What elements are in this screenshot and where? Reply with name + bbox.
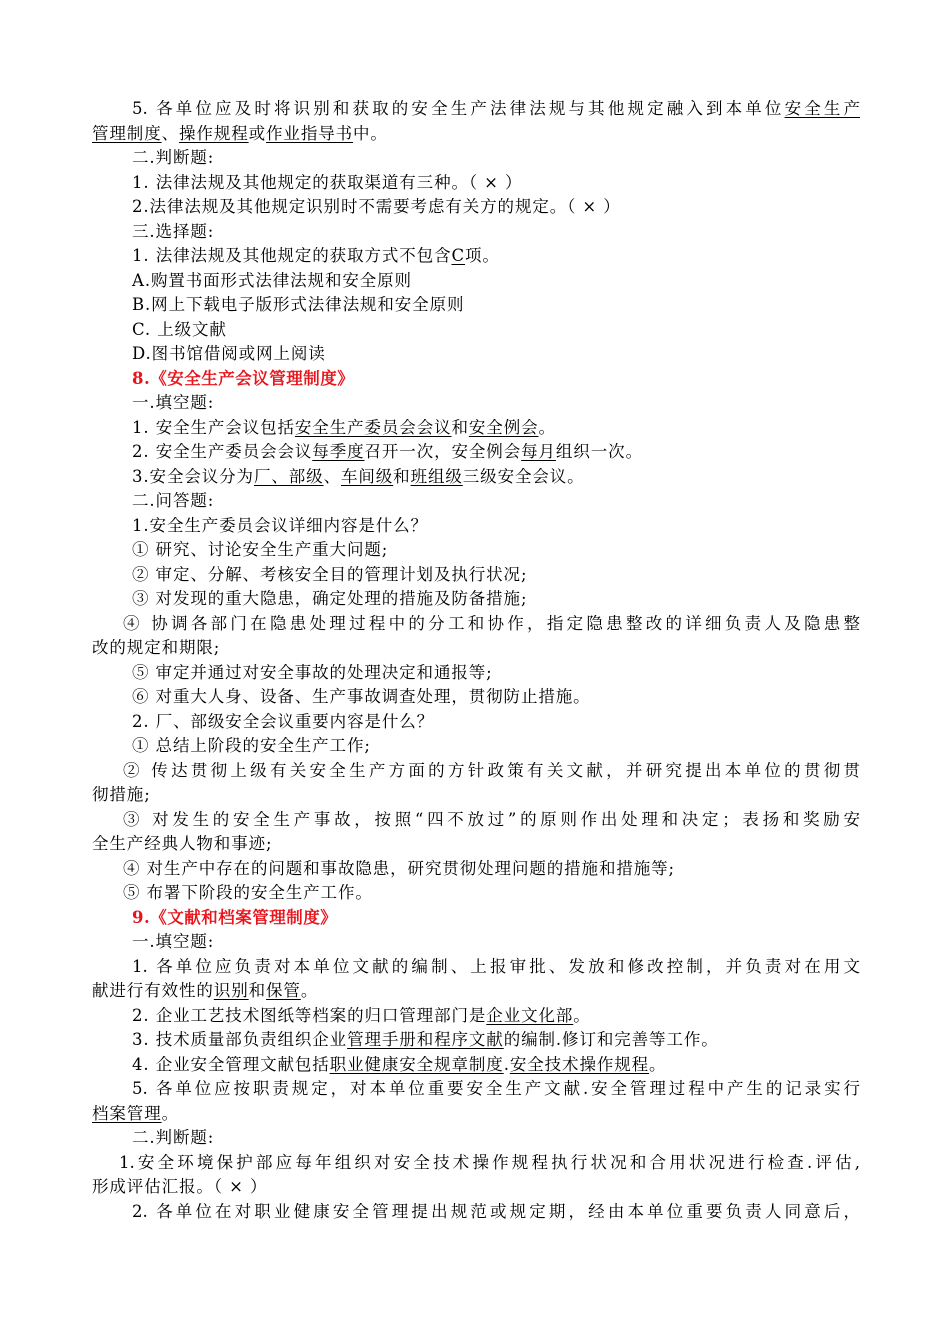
text-run: 1. 安全生产会议包括 — [132, 417, 295, 437]
text-run: ⑤ 审定并通过对安全事故的处理决定和通报等; — [132, 662, 493, 682]
underlined-answer: 每月 — [521, 442, 556, 461]
underlined-answer: 作业指导书 — [266, 123, 354, 143]
text-line — [92, 97, 860, 122]
text-run: 。 — [161, 1103, 180, 1123]
text-run: 2.法律法规及其他规定识别时不需要考虑有关方的规定。（ × ） — [132, 197, 621, 216]
text-run: 召开一次，安全例会 — [364, 442, 522, 461]
text-line — [92, 146, 860, 171]
text-run: C. 上级文献 — [132, 319, 227, 339]
underlined-answer: 管理制度 — [92, 123, 162, 143]
underlined-answer: C — [451, 246, 466, 265]
section-heading: 9.《文献和档案管理制度》 — [132, 907, 338, 927]
text-run: 3.安全会议分为 — [132, 466, 254, 486]
text-line — [92, 293, 860, 318]
text-line — [92, 220, 860, 245]
text-run: 。 — [538, 417, 556, 437]
text-run: A.购置书面形式法律法规和安全原则 — [132, 270, 412, 290]
text-line — [92, 1102, 860, 1127]
text-run: 全生产经典人物和事迹; — [92, 834, 273, 853]
underlined-answer: 车间级 — [340, 466, 394, 486]
text-run: 1. 法律法规及其他规定的获取方式不包含 — [132, 246, 452, 265]
text-run: 。 — [573, 1005, 591, 1025]
text-run: 组织一次。 — [555, 442, 643, 461]
text-line — [92, 808, 860, 833]
text-line — [92, 759, 860, 784]
text-line — [92, 244, 860, 269]
text-run: 一.填空题: — [132, 932, 215, 951]
underlined-answer: 操作规程 — [179, 123, 249, 143]
text-run: 。 — [649, 1054, 667, 1074]
underlined-answer: 管理手册和程序文献 — [347, 1030, 504, 1049]
underlined-answer: 职业健康安全规章制度 — [329, 1054, 504, 1074]
text-line — [92, 955, 860, 980]
text-run: ⑤ 布署下阶段的安全生产工作。 — [123, 883, 373, 902]
text-line — [92, 1077, 860, 1102]
text-line — [92, 636, 860, 661]
text-run: ② 审定、分解、考核安全目的管理计划及执行状况; — [132, 564, 528, 584]
text-line — [92, 1028, 860, 1053]
text-run: 4. 企业安全管理文献包括 — [132, 1054, 330, 1074]
underlined-answer: 保管 — [266, 981, 301, 1000]
text-run: 1.安全环境保护部应每年组织对安全技术操作规程执行状况和合用状况进行检查.评估, — [119, 1152, 860, 1172]
text-line — [92, 1200, 860, 1225]
text-line — [92, 171, 860, 196]
text-run: 1. 各单位应负责对本单位文献的编制、上报审批、发放和修改控制，并负责对在用文 — [132, 956, 860, 976]
text-line — [92, 783, 860, 808]
text-line — [92, 122, 860, 147]
text-run: ① 研究、讨论安全生产重大问题; — [132, 540, 389, 559]
text-line — [92, 1004, 860, 1029]
text-run: 、 — [161, 123, 180, 143]
underlined-answer: 企业文化部 — [486, 1005, 574, 1025]
text-run: 1.安全生产委员会议详细内容是什么？ — [132, 515, 428, 535]
text-line — [92, 391, 860, 416]
underlined-answer: 安全技术操作规程 — [509, 1054, 650, 1074]
text-line — [92, 857, 860, 882]
text-line — [92, 832, 860, 857]
text-run: ② 传达贯彻上级有关安全生产方面的方针政策有关文献，并研究提出本单位的贯彻贯 — [123, 760, 860, 780]
text-run: 一.填空题: — [132, 393, 215, 412]
text-line — [92, 514, 860, 539]
text-run: 二.问答题: — [132, 491, 215, 510]
text-line — [92, 587, 860, 612]
text-run: 三级安全会议。 — [462, 466, 585, 486]
text-line — [92, 1053, 860, 1078]
text-line — [92, 734, 860, 759]
text-run: D.图书馆借阅或网上阅读 — [132, 344, 326, 363]
text-line — [92, 440, 860, 465]
text-run: ④ 对生产中存在的问题和事故隐患，研究贯彻处理问题的措施和措施等; — [123, 858, 676, 878]
text-run: ④ 协调各部门在隐患处理过程中的分工和协作，指定隐患整改的详细负责人及隐患整 — [123, 613, 860, 633]
text-run: 和 — [248, 981, 267, 1000]
underlined-answer: 班组级 — [410, 466, 463, 486]
text-run: 三.选择题: — [132, 221, 215, 241]
text-run: 项。 — [465, 246, 500, 265]
text-line — [92, 1126, 860, 1151]
text-line — [92, 563, 860, 588]
text-run: 。 — [300, 981, 319, 1000]
text-line — [92, 465, 860, 490]
text-run: ③ 对发现的重大隐患，确定处理的措施及防备措施; — [132, 589, 528, 608]
text-line — [92, 367, 860, 392]
text-line — [92, 342, 860, 367]
text-run: 2. 厂、部级安全会议重要内容是什么？ — [132, 711, 435, 731]
text-run: 二.判断题: — [132, 148, 215, 167]
text-line — [92, 881, 860, 906]
text-run: 2. 安全生产委员会会议 — [132, 442, 313, 461]
underlined-answer: 安全生产委员会会议 — [294, 417, 452, 437]
text-run: . — [503, 1054, 510, 1074]
text-line — [92, 979, 860, 1004]
text-line — [92, 538, 860, 563]
text-run: 献进行有效性的 — [92, 981, 214, 1000]
text-run: 或 — [248, 123, 267, 143]
text-run: ⑥ 对重大人身、设备、生产事故调查处理，贯彻防止措施。 — [132, 687, 591, 706]
text-line — [92, 1175, 860, 1200]
text-line — [92, 269, 860, 294]
underlined-answer: 安全生产 — [784, 99, 860, 118]
text-run: ③ 对发生的安全生产事故，按照“四不放过”的原则作出处理和决定；表扬和奖励安 — [123, 809, 860, 829]
text-line — [92, 416, 860, 441]
text-run: 二.判断题: — [132, 1128, 215, 1147]
text-run: 的编制.修订和完善等工作。 — [503, 1030, 719, 1049]
text-run: 5. 各单位应按职责规定，对本单位重要安全生产文献.安全管理过程中产生的记录实行 — [132, 1079, 860, 1098]
text-line — [92, 612, 860, 637]
underlined-answer: 识别 — [213, 981, 249, 1000]
text-run: 3. 技术质量部负责组织企业 — [132, 1030, 348, 1049]
text-run: 2. 各单位在对职业健康安全管理提出规范或规定期，经由本单位重要负责人同意后， — [132, 1201, 860, 1221]
text-run: 形成评估汇报。（ × ） — [92, 1177, 268, 1196]
text-run: 和 — [451, 417, 469, 437]
text-line — [92, 489, 860, 514]
text-run: 2. 企业工艺技术图纸等档案的归口管理部门是 — [132, 1005, 487, 1025]
text-run: 5. 各单位应及时将识别和获取的安全生产法律法规与其他规定融入到本单位 — [132, 99, 785, 118]
text-line — [92, 661, 860, 686]
underlined-answer: 每季度 — [312, 442, 365, 461]
text-run: B.网上下载电子版形式法律法规和安全原则 — [132, 295, 465, 314]
text-run: 中。 — [353, 123, 388, 143]
text-run: 彻措施; — [92, 785, 151, 804]
text-line — [92, 710, 860, 735]
text-line — [92, 318, 860, 343]
section-heading: 8.《安全生产会议管理制度》 — [132, 368, 355, 388]
text-run: ① 总结上阶段的安全生产工作; — [132, 736, 371, 755]
text-run: 1. 法律法规及其他规定的获取渠道有三种。（ × ） — [132, 172, 523, 192]
text-line — [92, 930, 860, 955]
text-run: 改的规定和期限; — [92, 638, 221, 657]
text-run: 、 — [323, 466, 341, 486]
underlined-answer: 安全例会 — [468, 417, 539, 437]
text-line — [92, 906, 860, 931]
text-line — [92, 685, 860, 710]
underlined-answer: 厂、部级 — [253, 466, 324, 486]
text-run: 和 — [393, 466, 411, 486]
text-line — [92, 195, 860, 220]
text-line — [92, 1151, 860, 1176]
underlined-answer: 档案管理 — [92, 1103, 162, 1123]
